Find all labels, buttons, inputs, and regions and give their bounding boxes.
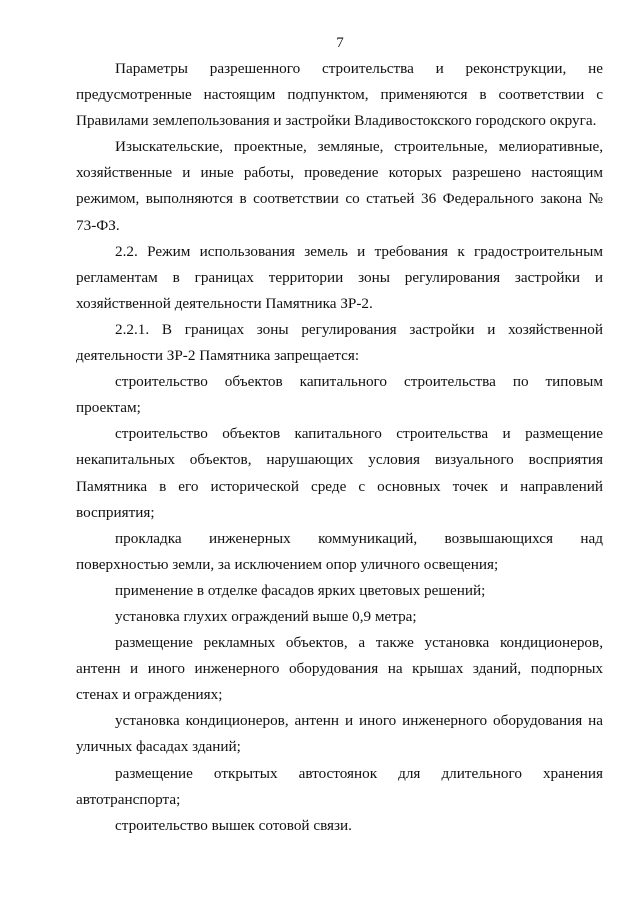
- list-item-solid-fences: установка глухих ограждений выше 0,9 метра;: [115, 607, 417, 625]
- list-item-engineering-communications: прокладка инженерных коммуникаций, возвышающихся над поверхностью земли, за исключением опор уличного освещения;: [76, 529, 603, 573]
- paragraph-parameters: Параметры разрешенного строительства и реконструкции, не предусмотренные настоящим подпунктом, применяются в соответствии с Правилами землепользования и застройки Владивостокского городского округа.: [76, 60, 603, 130]
- page-number: 7: [336, 35, 344, 51]
- list-item-visual-perception: строительство объектов капитального строительства и размещение некапитальных объектов, нарушающих условия визуального восприятия Памятника в его исторической среде с основных точек и направлений восприятия;: [76, 425, 603, 521]
- document-body: [76, 56, 603, 839]
- paragraph-section-2-2-1: 2.2.1. В границах зоны регулирования застройки и хозяйственной деятельности ЗР-2 Памятника запрещается:: [76, 320, 603, 365]
- list-item-open-parking: размещение открытых автостоянок для длительного хранения автотранспорта;: [76, 764, 603, 808]
- list-item-street-facades: установка кондиционеров, антенн и иного инженерного оборудования на уличных фасадах зданий;: [76, 712, 603, 756]
- list-item-advertising-roofs: размещение рекламных объектов, а также установка кондиционеров, антенн и иного инженерного оборудования на крышах зданий, подпорных стенах и ограждениях;: [76, 634, 603, 704]
- paragraph-survey-works: Изыскательские, проектные, земляные, строительные, мелиоративные, хозяйственные и иные работы, проведение которых разрешено настоящим режимом, выполняются в соответствии со статьей 36 Федерального закона № 73-ФЗ.: [76, 138, 603, 234]
- list-item-cell-towers: строительство вышек сотовой связи.: [115, 816, 352, 834]
- list-item-typical-projects: строительство объектов капитального строительства по типовым проектам;: [76, 373, 603, 417]
- list-item-bright-colors: применение в отделке фасадов ярких цветовых решений;: [115, 581, 486, 599]
- paragraph-section-2-2: 2.2. Режим использования земель и требования к градостроительным регламентам в границах территории зоны регулирования застройки и хозяйственной деятельности Памятника ЗР-2.: [76, 242, 603, 312]
